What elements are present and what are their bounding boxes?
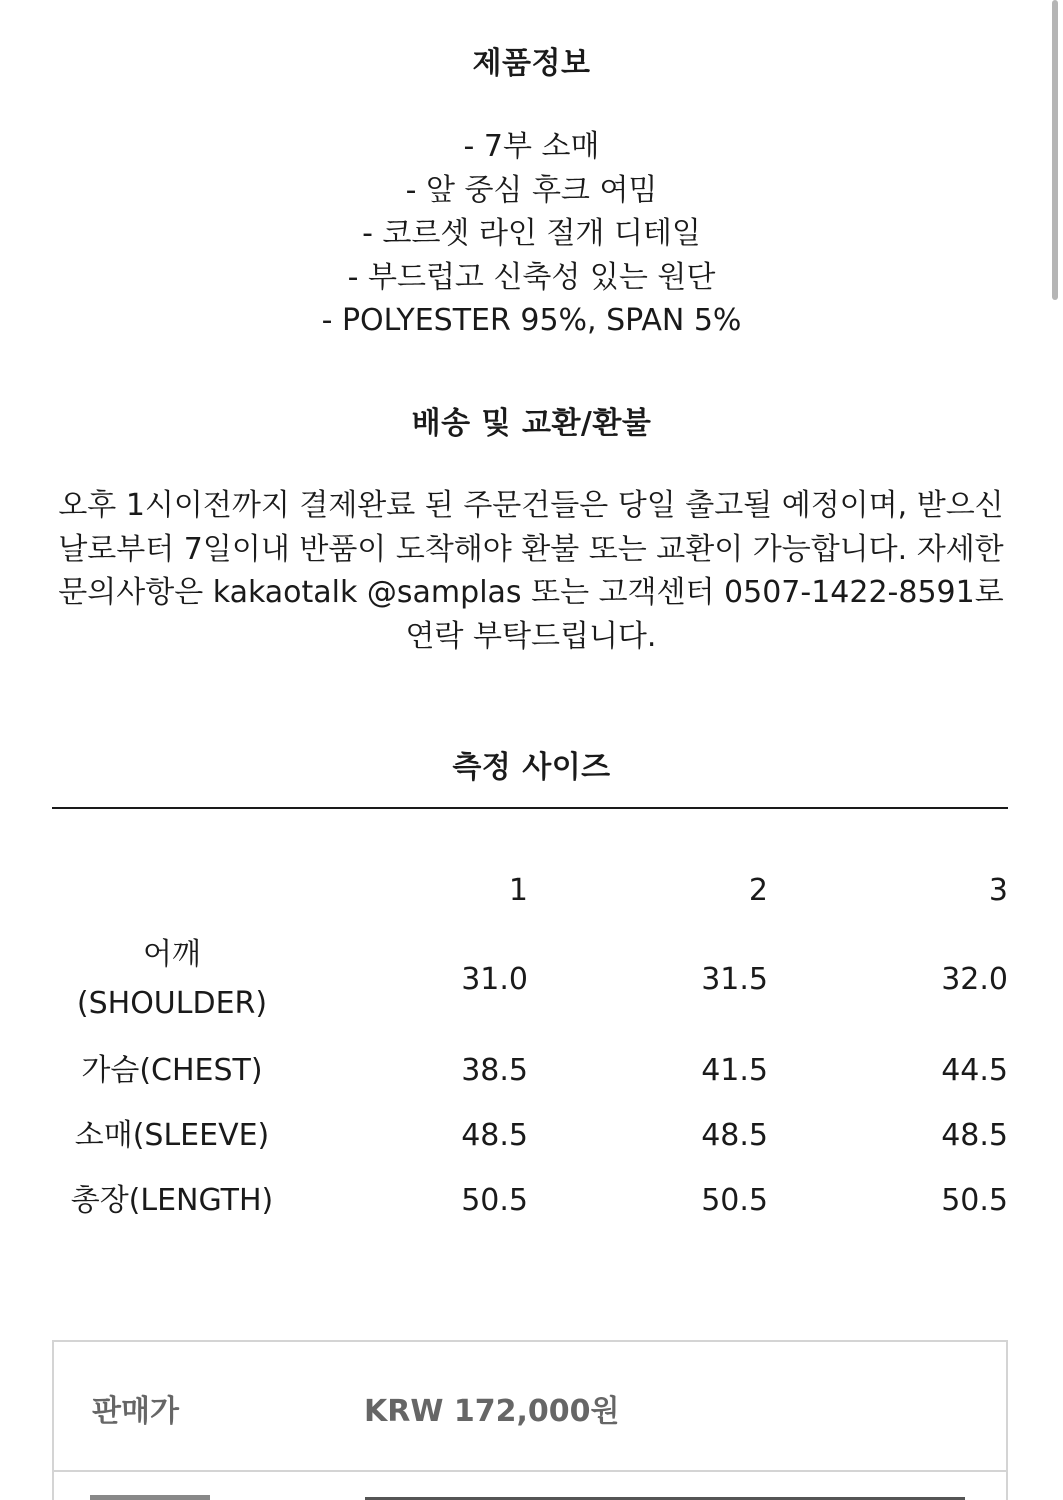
shipping-text: 오후 1시이전까지 결제완료 된 주문건들은 당일 출고될 예정이며, 받으신 날로부터 7일이내 반품이 도착해야 환불 또는 교환이 가능합니다. 자세한 문의사항은 kakaotalk @samplas 또는 고객센터 0507-1422-8591로 연락 부탁드립니다. (58, 488, 1004, 654)
table-row (52, 1168, 1008, 1233)
row-value: 50.5 (701, 1183, 768, 1218)
table-row (52, 1103, 1008, 1168)
row-value: 31.0 (461, 961, 528, 997)
row-label: 총장(LENGTH) (70, 1183, 274, 1218)
row-value: 32.0 (941, 961, 1008, 997)
next-row-label-partial (90, 1495, 210, 1500)
product-info-item: - 코르셋 라인 절개 디테일 (362, 216, 701, 251)
size-header-blank (52, 860, 292, 920)
product-info-title: 제품정보 (472, 46, 591, 81)
size-chart-title: 측정 사이즈 (452, 750, 611, 785)
price-value: KRW 172,000원 (364, 1394, 620, 1429)
row-value: 44.5 (941, 1053, 1008, 1088)
row-value: 48.5 (461, 1118, 528, 1153)
price-label: 판매가 (92, 1394, 179, 1429)
row-label: 소매(SLEEVE) (74, 1118, 270, 1153)
row-value: 48.5 (941, 1118, 1008, 1153)
row-label-line: 어깨 (143, 937, 201, 972)
size-header-3: 3 (988, 872, 1008, 908)
product-info-item: - 부드럽고 신축성 있는 원단 (347, 259, 716, 295)
size-header-2: 2 (748, 872, 768, 908)
row-value: 48.5 (701, 1118, 768, 1153)
row-value: 31.5 (701, 961, 768, 997)
shipping-title: 배송 및 교환/환불 (411, 406, 652, 441)
product-info-list (0, 125, 1063, 343)
price-row (54, 1342, 1006, 1472)
table-row (52, 920, 1008, 1038)
size-table (52, 860, 1008, 1233)
size-header-1: 1 (508, 872, 528, 908)
row-value: 41.5 (701, 1053, 768, 1088)
product-info-item: - POLYESTER 95%, SPAN 5% (321, 303, 742, 338)
row-value: 50.5 (461, 1183, 528, 1218)
row-label: 가슴(CHEST) (81, 1053, 263, 1088)
price-box (52, 1340, 1008, 1500)
row-value: 50.5 (941, 1183, 1008, 1218)
table-row (52, 1038, 1008, 1103)
divider (52, 807, 1008, 809)
product-info-item: - 7부 소매 (463, 129, 600, 164)
row-label-line: (SHOULDER) (76, 986, 268, 1021)
row-label (52, 920, 292, 1038)
row-value: 38.5 (461, 1053, 528, 1088)
size-table-header (52, 860, 1008, 920)
product-info-item: - 앞 중심 후크 여밈 (405, 172, 658, 208)
